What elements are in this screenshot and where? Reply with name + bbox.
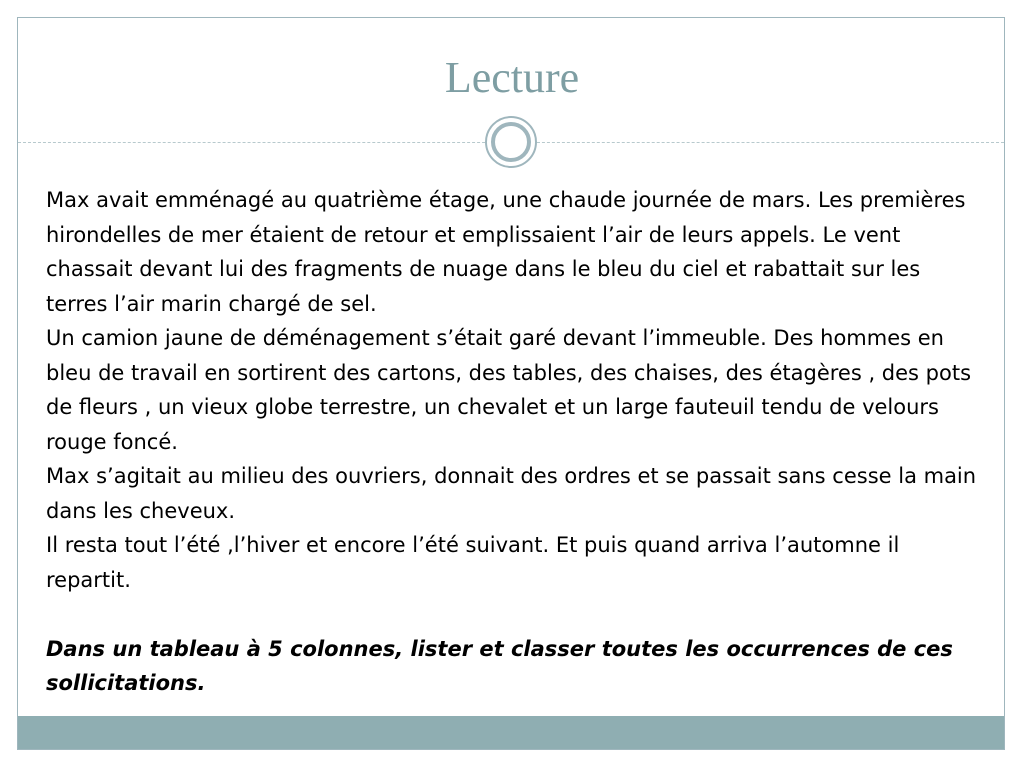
divider-ring-ornament (485, 116, 537, 168)
reading-text (46, 183, 986, 701)
paragraph: Max s’agitait au milieu des ouvriers, donnait des ordres et se passait sans cesse la main dans les cheveux. (46, 464, 977, 523)
paragraph: Un camion jaune de déménagement s’était garé devant l’immeuble. Des hommes en bleu de travail en sortirent des cartons, des tables, des chaises, des étagères , des pots de fleurs , un vieux globe terrestre, un chevalet et un large fauteuil tendu de velours rouge foncé. (46, 326, 972, 454)
paragraph: Il resta tout l’été ,l’hiver et encore l’été suivant. Et puis quand arriva l’automne il repartit. (46, 533, 900, 592)
divider-ring-inner (491, 122, 531, 162)
instruction-text: Dans un tableau à 5 colonnes, lister et classer toutes les occurrences de ces sollicitations. (46, 636, 953, 695)
footer-bar (18, 716, 1004, 749)
slide-title: Lecture (444, 53, 580, 102)
paragraph: Max avait emménagé au quatrième étage, une chaude journée de mars. Les premières hirondelles de mer étaient de retour et emplissaient l’air de leurs appels. Le vent chassait devant lui des fragments de nuage dans le bleu du ciel et rabattait sur les terres l’air marin chargé de sel. (46, 188, 966, 316)
blank-line (46, 597, 986, 632)
